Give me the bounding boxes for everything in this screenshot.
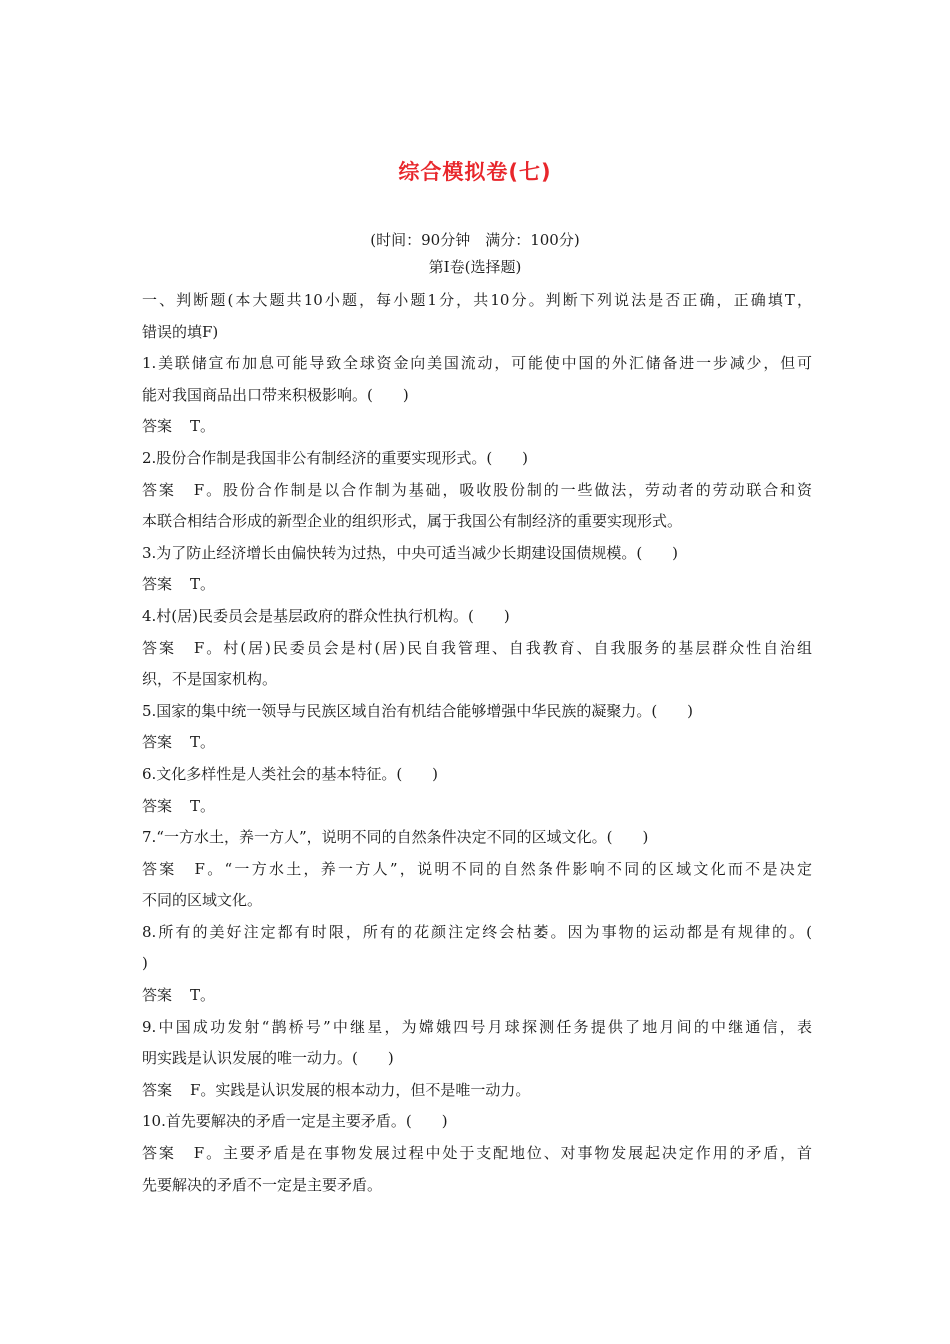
answer-text [142, 854, 812, 886]
answer-text [142, 980, 812, 1012]
answer-label: 答案 [142, 986, 173, 1005]
question-text: 2.股份合作制是我国非公有制经济的重要实现形式。( ) [142, 448, 529, 467]
answer-value: F。主要矛盾是在事物发展过程中处于支配地位、对事物发展起决定作用的矛盾，首 [193, 1144, 812, 1163]
question-text: ) [142, 954, 148, 973]
answer-label: 答案 [142, 796, 173, 815]
question-text: 3.为了防止经济增长由偏快转为过热，中央可适当减少长期建设国债规模。( ) [142, 543, 679, 562]
answer-label: 答案 [142, 1080, 173, 1099]
answer-label: 答案 [142, 733, 173, 752]
answer-label: 答案 [142, 575, 173, 594]
instructions-line: 一、判断题(本大题共10小题，每小题1分，共10分。判断下列说法是否正确，正确填T， [142, 291, 812, 309]
page-title: 综合模拟卷(七) [398, 160, 552, 184]
answer-value: T。 [190, 796, 216, 815]
answer-value: T。 [190, 575, 216, 594]
answer-value: F。股份合作制是以合作制为基础，吸收股份制的一些做法，劳动者的劳动联合和资 [193, 480, 812, 499]
question-text: 5.国家的集中统一领导与民族区域自治有机结合能够增强中华民族的凝聚力。( ) [142, 701, 694, 720]
answer-text [142, 411, 812, 443]
answer-text: 不同的区域文化。 [142, 891, 263, 910]
answer-label: 答案 [142, 638, 176, 657]
answer-text [142, 475, 812, 507]
question-text: 1.美联储宣布加息可能导致全球资金向美国流动，可能使中国的外汇储备进一步减少，但可 [142, 354, 812, 373]
answer-label: 答案 [142, 1144, 176, 1163]
question-list [142, 285, 812, 1201]
question-text: 6.文化多样性是人类社会的基本特征。( ) [142, 764, 439, 783]
answer-text [142, 727, 812, 759]
question-text: 7.“一方水土，养一方人”，说明不同的自然条件决定不同的区域文化。( ) [142, 828, 649, 847]
exam-info: (时间：90分钟 满分：100分) [370, 231, 580, 249]
answer-text [142, 633, 812, 665]
question-text: 8.所有的美好注定都有时限，所有的花颜注定终会枯萎。因为事物的运动都是有规律的。( [142, 922, 812, 941]
answer-text [142, 1138, 812, 1170]
answer-value: F。村(居)民委员会是村(居)民自我管理、自我教育、自我服务的基层群众性自治组 [193, 638, 812, 657]
answer-value: T。 [190, 986, 216, 1005]
answer-label: 答案 [142, 417, 173, 436]
answer-label: 答案 [142, 480, 176, 499]
instructions-line: 错误的填F) [142, 322, 219, 341]
question-text: 9.中国成功发射“鹊桥号”中继星，为嫦娥四号月球探测任务提供了地月间的中继通信，表 [142, 1017, 812, 1036]
question-text: 明实践是认识发展的唯一动力。( ) [142, 1049, 394, 1068]
question-text: 4.村(居)民委员会是基层政府的群众性执行机构。( ) [142, 606, 510, 625]
answer-value: T。 [190, 417, 216, 436]
answer-text: 本联合相结合形成的新型企业的组织形式，属于我国公有制经济的重要实现形式。 [142, 512, 683, 531]
question-text: 能对我国商品出口带来积极影响。( ) [142, 385, 409, 404]
answer-text [142, 791, 812, 823]
question-text: 10.首先要解决的矛盾一定是主要矛盾。( ) [142, 1112, 448, 1131]
answer-label: 答案 [142, 859, 177, 878]
section-title: 第Ⅰ卷(选择题) [428, 258, 522, 276]
answer-value: F。实践是认识发展的根本动力，但不是唯一动力。 [190, 1080, 531, 1099]
answer-value: F。“一方水土，养一方人”，说明不同的自然条件影响不同的区域文化而不是决定 [194, 859, 812, 878]
answer-text [142, 1075, 812, 1107]
answer-value: T。 [190, 733, 216, 752]
answer-text: 织，不是国家机构。 [142, 670, 278, 689]
answer-text: 先要解决的矛盾不一定是主要矛盾。 [142, 1175, 383, 1194]
answer-text [142, 569, 812, 601]
